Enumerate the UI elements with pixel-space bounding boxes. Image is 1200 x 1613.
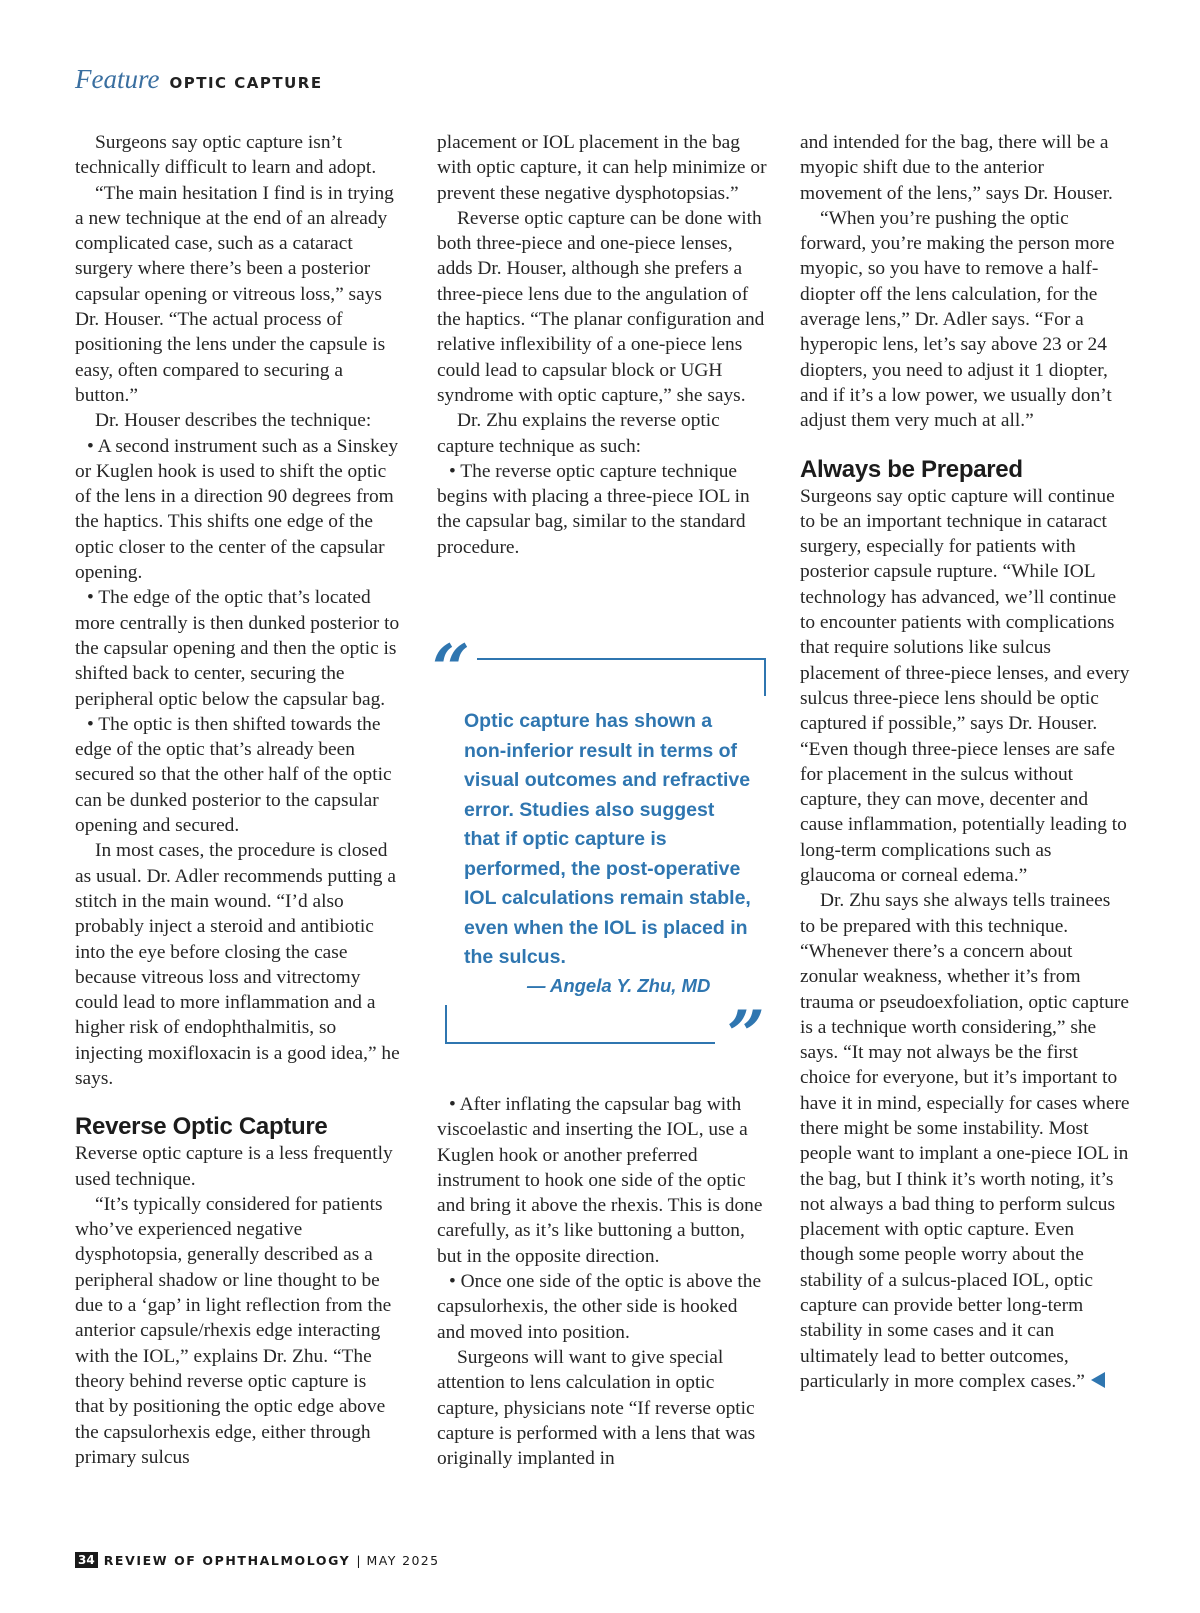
paragraph: In most cases, the procedure is closed as usual. Dr. Adler recommends putting a stitch in the main wound. “I’d also probably inject a steroid and antibiotic into the eye before closing the case because vitreous loss and vitrectomy could lead to more inflammation and a higher risk of endophthalmitis, so injecting moxifloxacin is a good idea,” he says. xyxy=(75,840,400,1089)
pull-quote-attribution: — Angela Y. Zhu, MD xyxy=(527,975,711,996)
pull-quote-text: Optic capture has shown a non-inferior result in terms of visual outcomes and refractive error. Studies also suggest that if optic capture is performed, the post-operative IOL calculations remain stable, even when the IOL is placed in the sulcus. xyxy=(464,710,751,968)
paragraph: and intended for the bag, there will be a myopic shift due to the anterior movement of the lens,” says Dr. Houser. xyxy=(800,132,1113,204)
paragraph: Dr. Zhu explains the reverse optic capture technique as such: xyxy=(437,410,720,457)
paragraph: Surgeons say optic capture isn’t technically difficult to learn and adopt. xyxy=(75,132,377,179)
paragraph-final xyxy=(800,888,1130,1394)
subheading-always-be-prepared: Always be Prepared xyxy=(800,455,1023,483)
pull-quote-rule xyxy=(445,1005,447,1043)
bullet-item: • After inflating the capsular bag with viscoelastic and inserting the IOL, use a Kuglen hook or another preferred instrument to hook one side of the optic and bring it above the rhexis. This is done carefully, as it’s like buttoning a button, but in the opposite direction. xyxy=(437,1094,763,1267)
paragraph: Surgeons say optic capture will continue to be an important technique in cataract surgery, especially for patients with posterior capsule rupture. “While IOL technology has advanced, we’ll continue to encounter patients with complications that require solutions like sulcus placement of three-piece lenses, and every sulcus three-piece lens should be optic captured if possible,” says Dr. Houser. “Even though three-piece lenses are safe for placement in the sulcus without capture, they can move, decenter and cause inflammation, potentially leading to long-term complications such as glaucoma or corneal edema.” xyxy=(800,485,1130,887)
paragraph: Reverse optic capture can be done with both three-piece and one-piece lenses, adds Dr. Houser, although she prefers a three-piece lens due to the angulation of the haptics. “The planar configuration and relative inflexibility of a one-piece lens could lead to capsular block or UGH syndrome with optic capture,” she says. xyxy=(437,207,765,406)
pull-quote xyxy=(432,630,767,1074)
bullet-item: • A second instrument such as a Sinskey or Kuglen hook is used to shift the optic of the lens in a direction 90 degrees from the haptics. This shifts one edge of the optic closer to the center of the capsular opening. xyxy=(75,435,399,584)
page-number: 34 xyxy=(75,1552,98,1568)
paragraph: Dr. Houser describes the technique: xyxy=(95,410,372,432)
paragraph-text: Dr. Zhu says she always tells trainees to be prepared with this technique. “Whenever there’s a concern about zonular weakness, whether it’s from trauma or pseudoexfoliation, optic capture is a technique worth considering,” she says. “It may not always be the first choice for everyone, but it’s important to have it in mind, especially for cases where there might be some instability. Most people want to implant a one-piece IOL in the bag, but I think it’s worth noting, it’s not always a bad thing to perform sulcus placement with optic capture. Even though some people worry about the stability of a sulcus-placed IOL, optic capture can provide better long-term stability in some cases and it can ultimately lead to better outcomes, particularly in more complex cases.” xyxy=(800,890,1130,1392)
paragraph: placement or IOL placement in the bag with optic capture, it can help minimize or prevent these negative dysphotopsias.” xyxy=(437,132,767,204)
page-header xyxy=(75,64,323,104)
paragraph: “The main hesitation I find is in trying a new technique at the end of an already complicated case, such as a cataract surgery where there’s been a posterior capsular opening or vitreous loss,” says Dr. Houser. “The actual process of positioning the lens under the capsule is easy, often compared to securing a button.” xyxy=(75,182,394,406)
paragraph: Surgeons will want to give special attention to lens calculation in optic capture, physicians note “If reverse optic capture is performed with a lens that was originally implanted in xyxy=(437,1346,756,1470)
close-quote-icon: ” xyxy=(727,996,765,1074)
section-topic: OPTIC CAPTURE xyxy=(169,74,323,92)
section-label: Feature xyxy=(75,64,160,94)
page-footer xyxy=(75,1552,440,1568)
pull-quote-rule xyxy=(477,658,766,660)
bullet-item: • Once one side of the optic is above the capsulorhexis, the other side is hooked and moved into position. xyxy=(437,1271,762,1343)
subheading-reverse-optic-capture: Reverse Optic Capture xyxy=(75,1113,328,1141)
open-quote-icon: “ xyxy=(432,630,470,708)
paragraph: “When you’re pushing the optic forward, you’re making the person more myopic, so you have to remove a half-diopter off the lens calculation, for the average lens,” Dr. Adler says. “For a hyperopic lens, let’s say above 23 or 24 diopters, you need to adjust it 1 diopter, and if it’s a low power, we usually don’t adjust them very much at all.” xyxy=(800,207,1115,432)
footer-separator: | xyxy=(356,1552,361,1568)
publication-name: REVIEW OF OPHTHALMOLOGY xyxy=(103,1552,351,1568)
column-2-bottom xyxy=(437,1092,767,1471)
paragraph: “It’s typically considered for patients who’ve experienced negative dysphotopsia, generally described as a peripheral shadow or line thought to be due to a ‘gap’ in light reflection from the anterior capsule/rhexis edge interacting with the IOL,” explains Dr. Zhu. “The theory behind reverse optic capture is that by positioning the optic edge above the capsulorhexis edge, either through primary sulcus xyxy=(75,1193,392,1468)
column-2-top xyxy=(437,130,767,560)
bullet-item: • The optic is then shifted towards the edge of the optic that’s already been secured so that the other half of the optic can be dunked posterior to the capsular opening and secured. xyxy=(75,713,392,837)
paragraph: Reverse optic capture is a less frequently used technique. xyxy=(75,1143,393,1190)
pull-quote-rule xyxy=(445,1042,715,1044)
end-of-article-icon xyxy=(1091,1372,1105,1388)
column-1 xyxy=(75,130,400,1470)
issue-date: MAY 2025 xyxy=(366,1552,440,1568)
bullet-item: • The edge of the optic that’s located more centrally is then dunked posterior to the capsular opening and then the optic is shifted back to center, securing the peripheral optic below the capsular bag. xyxy=(75,587,400,710)
column-3 xyxy=(800,130,1130,1394)
bullet-item: • The reverse optic capture technique begins with placing a three-piece IOL in the capsular bag, similar to the standard procedure. xyxy=(437,460,750,558)
pull-quote-rule xyxy=(764,658,766,696)
